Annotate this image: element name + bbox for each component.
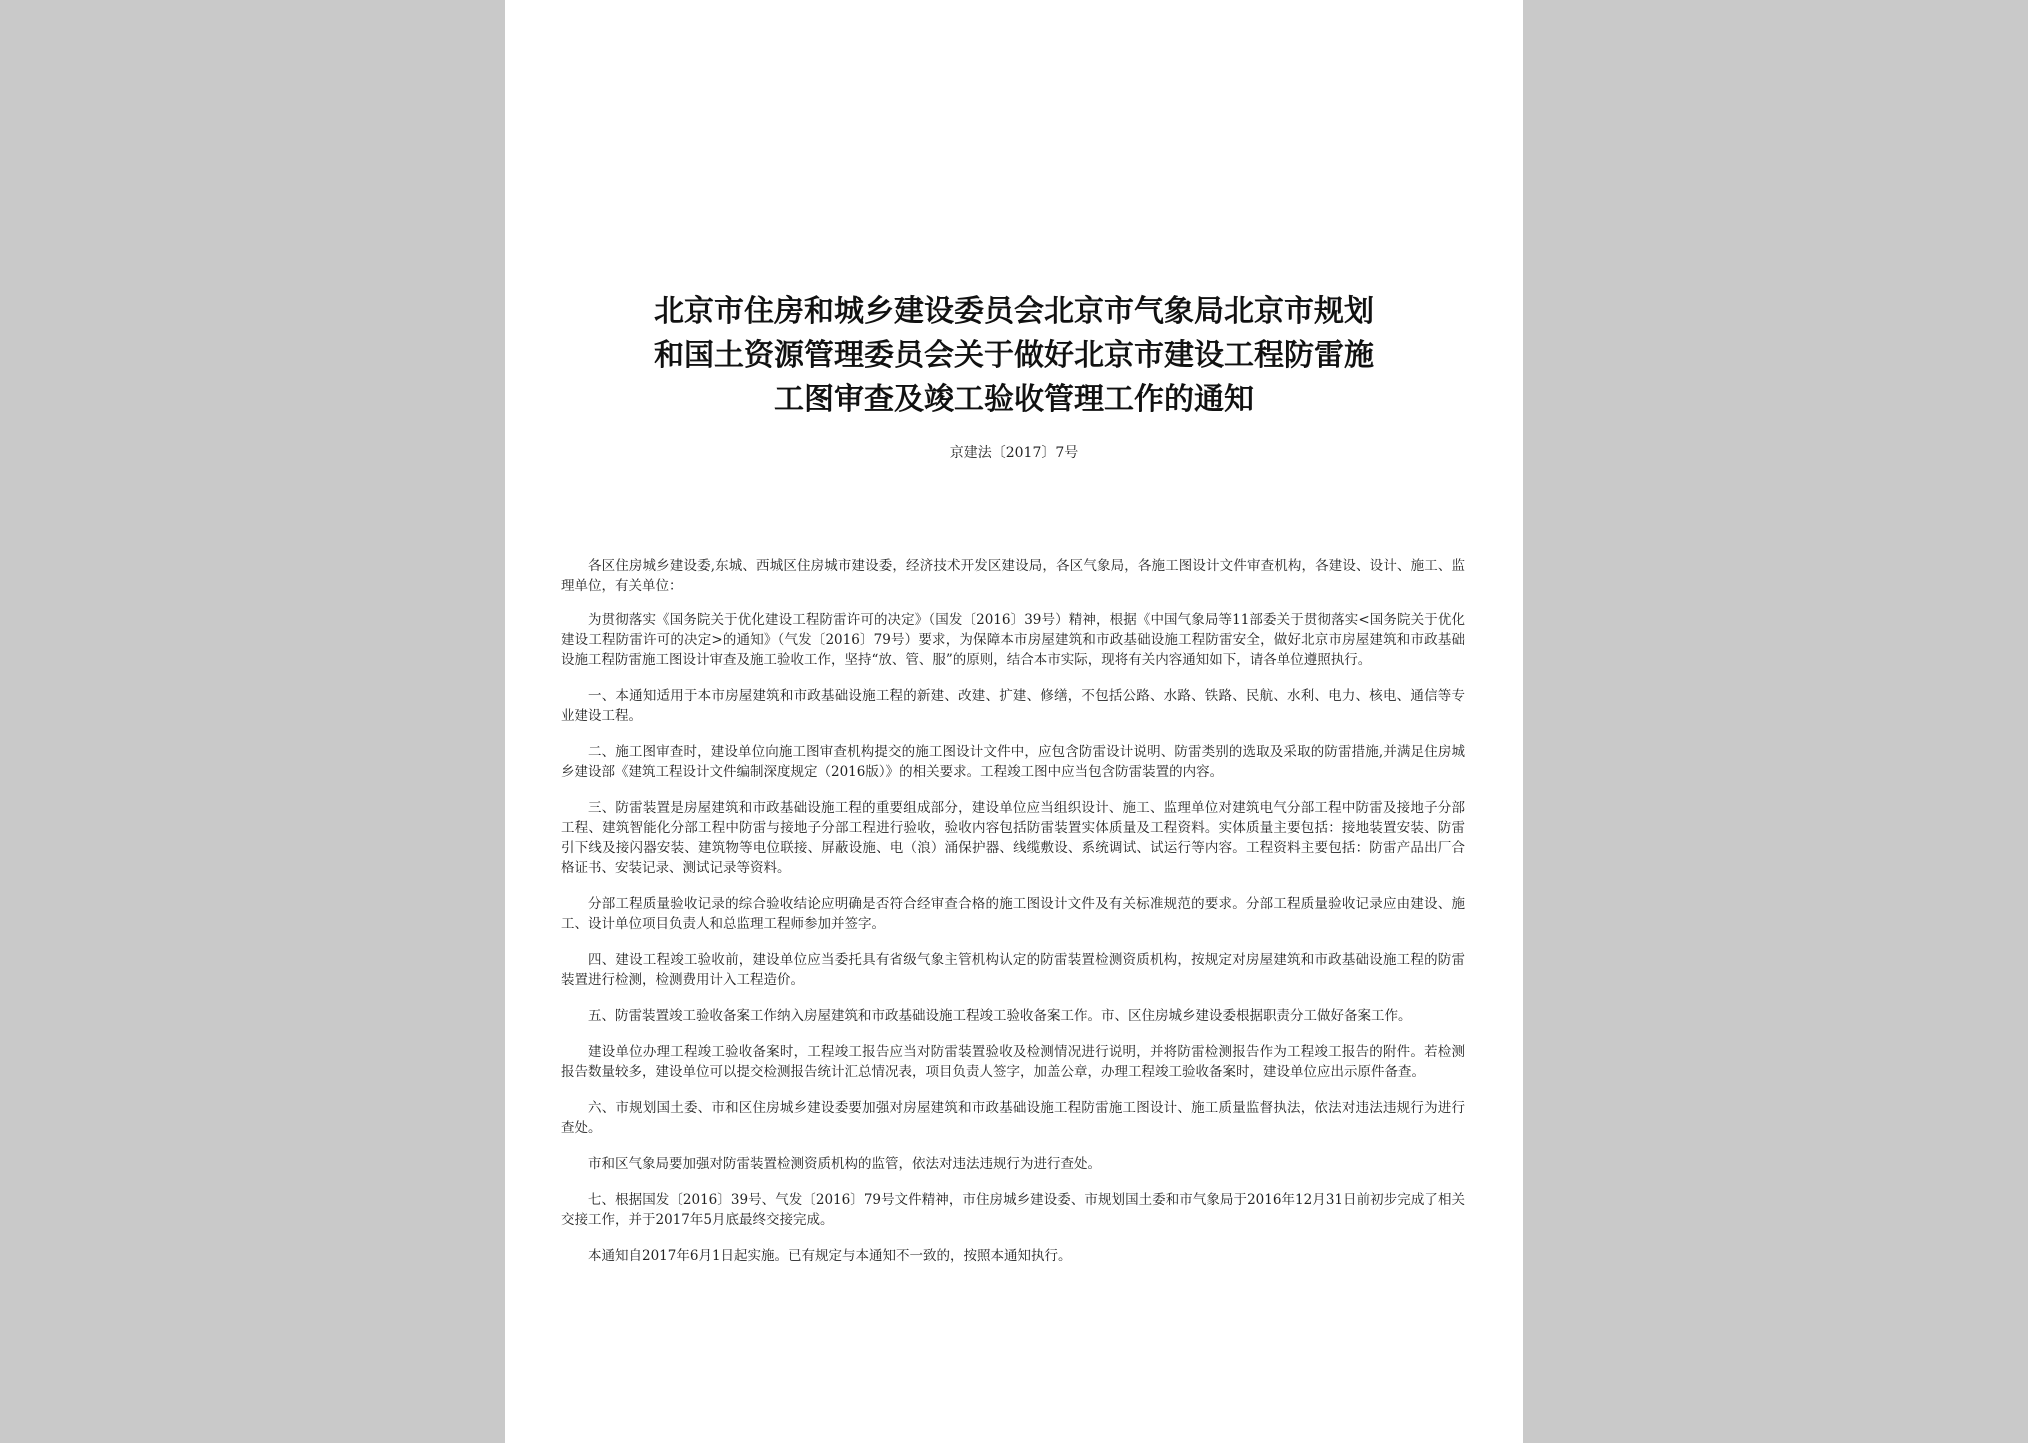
document-body xyxy=(561,556,1465,1282)
document-title xyxy=(545,290,1483,422)
paragraph-item-5-continued: 建设单位办理工程竣工验收备案时，工程竣工报告应当对防雷装置验收及检测情况进行说明，并将防雷检测报告作为工程竣工报告的附件。若检测报告数量较多，建设单位可以提交检测报告统计汇总情况表，项目负责人签字，加盖公章，办理工程竣工验收备案时，建设单位应出示原件备查。 xyxy=(561,1044,1465,1080)
paragraph-item-6-continued: 市和区气象局要加强对防雷装置检测资质机构的监管，依法对违法违规行为进行查处。 xyxy=(588,1156,1101,1172)
title-line: 和国土资源管理委员会关于做好北京市建设工程防雷施 xyxy=(654,338,1374,373)
paragraph-item-1: 一、本通知适用于本市房屋建筑和市政基础设施工程的新建、改建、扩建、修缮，不包括公路、水路、铁路、民航、水利、电力、核电、通信等专业建设工程。 xyxy=(561,688,1465,724)
document-page xyxy=(505,0,1523,1443)
paragraph-effective-date: 本通知自2017年6月1日起实施。已有规定与本通知不一致的，按照本通知执行。 xyxy=(588,1248,1072,1264)
paragraph-item-2: 二、施工图审查时，建设单位向施工图审查机构提交的施工图设计文件中，应包含防雷设计说明、防雷类别的选取及采取的防雷措施,并满足住房城乡建设部《建筑工程设计文件编制深度规定（2016版）》的相关要求。工程竣工图中应当包含防雷装置的内容。 xyxy=(561,744,1465,780)
paragraph-salutation: 各区住房城乡建设委,东城、西城区住房城市建设委，经济技术开发区建设局，各区气象局，各施工图设计文件审查机构，各建设、设计、施工、监理单位，有关单位： xyxy=(561,558,1465,594)
document-number: 京建法〔2017〕7号 xyxy=(949,445,1079,461)
paragraph-item-7: 七、根据国发〔2016〕39号、气发〔2016〕79号文件精神，市住房城乡建设委、市规划国土委和市气象局于2016年12月31日前初步完成了相关交接工作，并于2017年5月底最终交接完成。 xyxy=(561,1192,1465,1228)
paragraph-item-6: 六、市规划国土委、市和区住房城乡建设委要加强对房屋建筑和市政基础设施工程防雷施工图设计、施工质量监督执法，依法对违法违规行为进行查处。 xyxy=(561,1100,1465,1136)
title-line: 北京市住房和城乡建设委员会北京市气象局北京市规划 xyxy=(654,294,1374,329)
paragraph-item-4: 四、建设工程竣工验收前，建设单位应当委托具有省级气象主管机构认定的防雷装置检测资质机构，按规定对房屋建筑和市政基础设施工程的防雷装置进行检测，检测费用计入工程造价。 xyxy=(561,952,1465,988)
paragraph-item-3-continued: 分部工程质量验收记录的综合验收结论应明确是否符合经审查合格的施工图设计文件及有关标准规范的要求。分部工程质量验收记录应由建设、施工、设计单位项目负责人和总监理工程师参加并签字。 xyxy=(561,896,1465,932)
paragraph-preamble: 为贯彻落实《国务院关于优化建设工程防雷许可的决定》（国发〔2016〕39号）精神，根据《中国气象局等11部委关于贯彻落实<国务院关于优化建设工程防雷许可的决定>的通知》（气发〔2016〕79号）要求，为保障本市房屋建筑和市政基础设施工程防雷安全，做好北京市房屋建筑和市政基础设施工程防雷施工图设计审查及施工验收工作，坚持“放、管、服”的原则，结合本市实际，现将有关内容通知如下，请各单位遵照执行。 xyxy=(561,612,1465,668)
paragraph-item-3: 三、防雷装置是房屋建筑和市政基础设施工程的重要组成部分，建设单位应当组织设计、施工、监理单位对建筑电气分部工程中防雷及接地子分部工程、建筑智能化分部工程中防雷与接地子分部工程进行验收，验收内容包括防雷装置实体质量及工程资料。实体质量主要包括：接地装置安装、防雷引下线及接闪器安装、建筑物等电位联接、屏蔽设施、电（浪）涌保护器、线缆敷设、系统调试、试运行等内容。工程资料主要包括：防雷产品出厂合格证书、安装记录、测试记录等资料。 xyxy=(561,800,1465,876)
title-line: 工图审查及竣工验收管理工作的通知 xyxy=(774,382,1254,417)
paragraph-item-5: 五、防雷装置竣工验收备案工作纳入房屋建筑和市政基础设施工程竣工验收备案工作。市、区住房城乡建设委根据职责分工做好备案工作。 xyxy=(588,1008,1412,1024)
